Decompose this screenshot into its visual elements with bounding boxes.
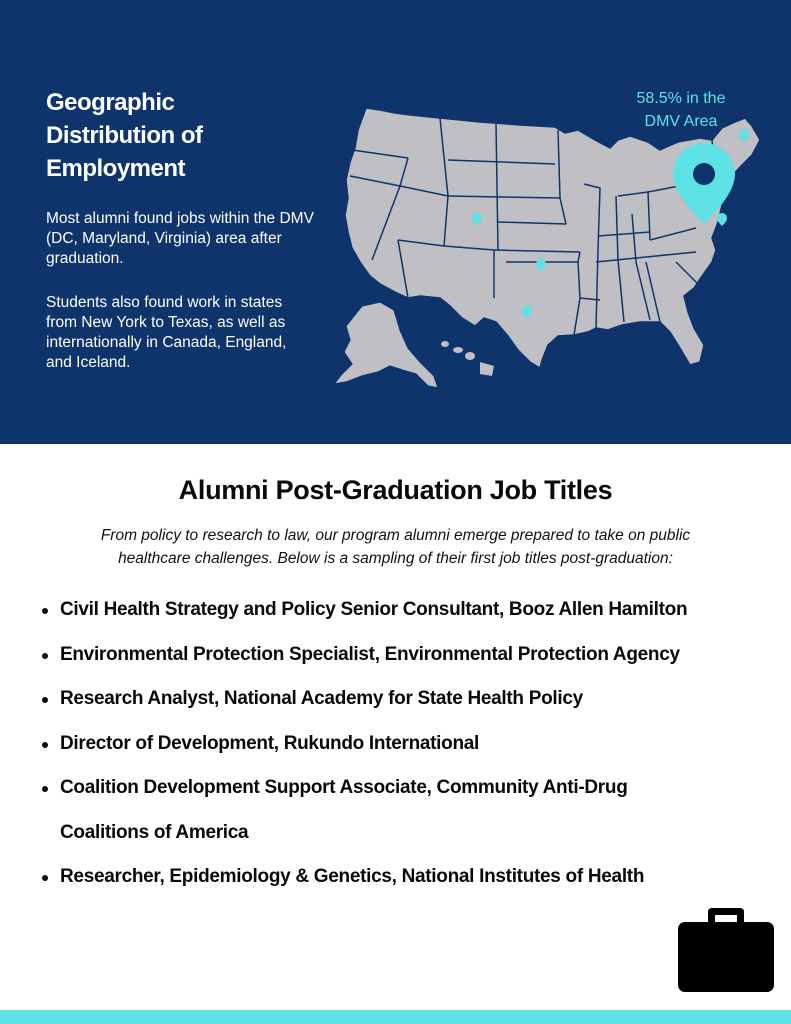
job-titles-subtitle <box>40 524 751 570</box>
list-item <box>36 588 776 633</box>
geo-title-line: Distribution of <box>46 122 203 149</box>
job-title-text: Coalitions of America <box>60 821 249 843</box>
bullet-icon <box>42 653 48 659</box>
list-item <box>36 855 776 900</box>
job-title-text: Research Analyst, National Academy for State Health Policy <box>60 688 583 709</box>
bottom-accent-bar <box>0 1010 791 1024</box>
map-pin-icon <box>717 213 727 226</box>
us-map <box>0 0 791 444</box>
geo-paragraph-dmv: Most alumni found jobs within the DMV (DC, Maryland, Virginia) area after graduation. <box>46 210 314 267</box>
geo-title-line: Employment <box>46 155 186 182</box>
list-item <box>36 677 776 722</box>
bullet-icon <box>42 608 48 614</box>
job-title-text: Researcher, Epidemiology & Genetics, National Institutes of Health <box>60 866 645 887</box>
subtitle-line: From policy to research to law, our program alumni emerge prepared to take on public <box>100 527 691 544</box>
bullet-icon <box>42 742 48 748</box>
job-title-text: Director of Development, Rukundo International <box>60 732 480 754</box>
list-item <box>36 722 776 767</box>
job-title-text: Civil Health Strategy and Policy Senior Consultant, Booz Allen Hamilton <box>60 599 688 620</box>
dmv-callout-line: DMV Area <box>644 113 718 130</box>
briefcase-icon <box>676 906 776 994</box>
us-hawaii <box>441 341 494 376</box>
bullet-icon <box>42 786 48 792</box>
job-title-text: Environmental Protection Specialist, Environmental Protection Agency <box>60 643 680 665</box>
job-title-text: Coalition Development Support Associate, Community Anti-Drug <box>60 777 628 798</box>
bullet-icon <box>42 875 48 881</box>
us-alaska <box>334 302 438 388</box>
geo-title-line: Geographic <box>46 89 175 116</box>
dmv-callout <box>606 87 756 133</box>
geo-paragraph-states: Students also found work in states from New York to Texas, as well as internationally in Canada, England, and Iceland. <box>46 294 287 371</box>
subtitle-line: healthcare challenges. Below is a sampling of their first job titles post-graduation: <box>118 550 673 567</box>
bullet-icon <box>42 697 48 703</box>
list-item <box>36 766 776 855</box>
job-titles-list <box>36 588 776 900</box>
list-item <box>36 633 776 678</box>
dmv-callout-line: 58.5% in the <box>636 90 726 107</box>
job-titles-heading: Alumni Post-Graduation Job Titles <box>178 475 613 505</box>
